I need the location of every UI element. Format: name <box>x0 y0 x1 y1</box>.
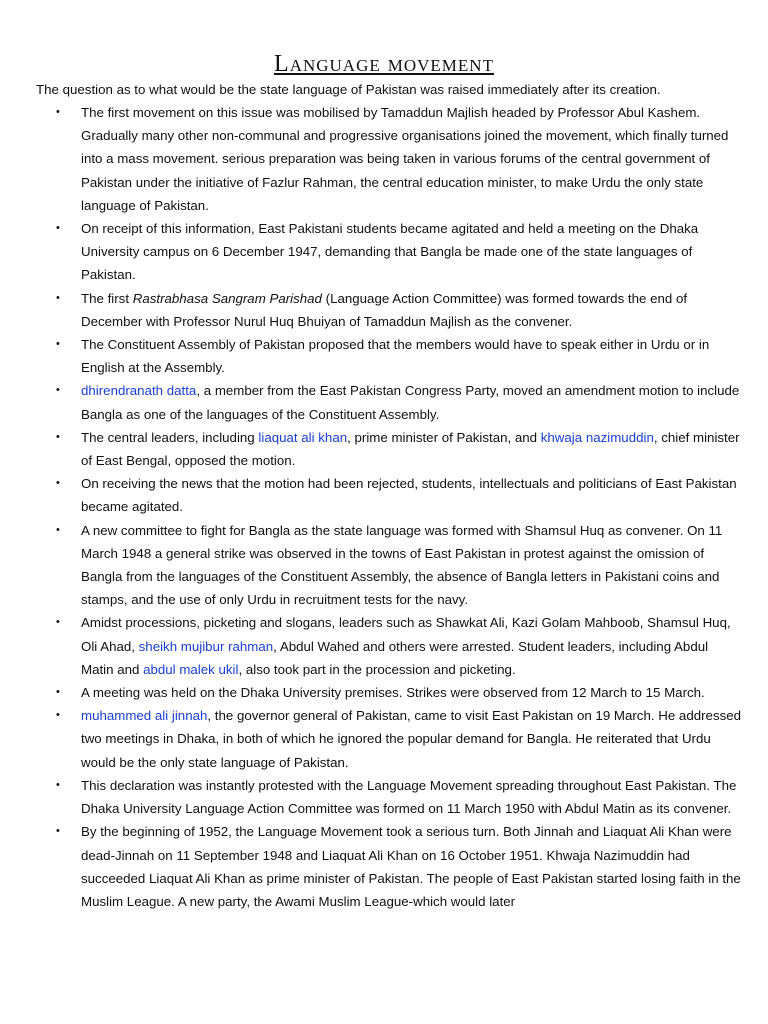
bullet-item <box>0 287 768 333</box>
bullet-icon: • <box>56 222 60 235</box>
bullet-text: , also took part in the procession and picketing. <box>238 661 516 677</box>
person-link[interactable]: muhammed ali jinnah <box>81 708 208 724</box>
bullet-text: , Abdul Wahed and others were arrested. Student leaders, including Abdul Matin and <box>81 638 709 677</box>
bullet-icon: • <box>56 523 60 536</box>
bullet-item <box>0 379 768 425</box>
bullet-item <box>0 519 768 612</box>
person-link[interactable]: abdul malek ukil <box>143 661 239 677</box>
bullet-item <box>0 101 768 217</box>
bullet-text: The central leaders, including <box>81 429 259 445</box>
bullet-item <box>0 704 768 774</box>
bullet-item <box>0 820 768 913</box>
bullet-text: (Language Action Committee) was formed towards the end of December with Professor Nurul Huq Bhuiyan of Tamaddun Majlish as the convener. <box>81 290 688 329</box>
bullet-icon: • <box>56 686 60 699</box>
bullet-text: , the governor general of Pakistan, came to visit East Pakistan on 19 March. He addressed two meetings in Dhaka, in both of which he ignored the popular demand for Bangla. He reiterated that Urdu would be the only state language of Pakistan. <box>81 708 742 770</box>
bullet-list <box>0 101 768 913</box>
bullet-text: This declaration was instantly protested with the Language Movement spreading throughout East Pakistan. The Dhaka University Language Action Committee was formed on 11 March 1950 with Abdul Matin as its convener. <box>81 777 737 817</box>
bullet-item <box>0 426 768 472</box>
person-link[interactable]: liaquat ali khan <box>258 429 348 445</box>
bullet-item <box>0 333 768 379</box>
bullet-icon: • <box>56 477 60 490</box>
person-link[interactable]: dhirendranath datta <box>81 383 197 399</box>
italic-text: Rastrabhasa Sangram Parishad <box>132 290 322 306</box>
bullet-text: , chief minister of East Bengal, opposed the motion. <box>81 429 740 469</box>
bullet-icon: • <box>56 430 60 443</box>
bullet-text: , a member from the East Pakistan Congress Party, moved an amendment motion to include Bangla as one of the languages of the Constituent Assembly. <box>81 383 740 422</box>
bullet-text: A new committee to fight for Bangla as the state language was formed with Shamsul Huq as convener. On 11 March 1948 a general strike was observed in the towns of East Pakistan in protest against the omission of Bangla from the languages of the Constituent Assembly, the absence of Bangla letters in Pakistani coins and stamps, and the use of only Urdu in recruitment tests for the navy. <box>81 522 723 608</box>
bullet-text: , prime minister of Pakistan, and <box>347 429 541 445</box>
bullet-text: The Constituent Assembly of Pakistan proposed that the members would have to speak either in Urdu or in English at the Assembly. <box>81 337 710 376</box>
bullet-item <box>0 472 768 518</box>
bullet-icon: • <box>56 291 60 304</box>
bullet-item <box>0 774 768 820</box>
bullet-icon: • <box>56 106 60 118</box>
person-link[interactable]: sheikh mujibur rahman <box>138 638 274 654</box>
bullet-text: By the beginning of 1952, the Language Movement took a serious turn. Both Jinnah and Liaquat Ali Khan were dead-Jinnah on 11 September 1948 and Liaquat Ali Khan on 16 October 1951. Khwaja Nazimuddin had succeeded Liaquat Ali Khan as prime minister of Pakistan. The people of East Pakistan started losing faith in the Muslim League. A new party, the Awami Muslim League-which would later <box>81 824 741 909</box>
bullet-icon: • <box>56 616 60 629</box>
bullet-icon: • <box>56 384 60 397</box>
bullet-icon: • <box>56 825 60 838</box>
bullet-item <box>0 611 768 681</box>
person-link[interactable]: khwaja nazimuddin <box>540 429 654 445</box>
bullet-item <box>0 681 768 704</box>
page-title: Language movement <box>274 51 494 77</box>
bullet-item <box>0 217 768 287</box>
bullet-text: On receiving the news that the motion had been rejected, students, intellectuals and politicians of East Pakistan became agitated. <box>81 476 737 515</box>
bullet-text: A meeting was held on the Dhaka University premises. Strikes were observed from 12 March to 15 March. <box>81 685 705 701</box>
bullet-text: On receipt of this information, East Pakistani students became agitated and held a meeting on the Dhaka University campus on 6 December 1947, demanding that Bangla be made one of the state languages of Pakistan. <box>81 221 699 283</box>
intro-paragraph: The question as to what would be the state language of Pakistan was raised immediately after its creation. <box>36 82 661 97</box>
bullet-text: The first <box>81 290 133 306</box>
bullet-icon: • <box>56 778 60 791</box>
bullet-icon: • <box>56 338 60 351</box>
bullet-text: Amidst processions, picketing and slogans, leaders such as Shawkat Ali, Kazi Golam Mahboob, Shamsul Huq, Oli Ahad, <box>81 615 731 654</box>
bullet-icon: • <box>56 709 60 722</box>
bullet-text: The first movement on this issue was mobilised by Tamaddun Majlish headed by Professor Abul Kashem. Gradually many other non-communal and progressive organisations joined the movement, which finally turned into a mass movement. serious preparation was being taken in various forums of the central government of Pakistan under the initiative of Fazlur Rahman, the central education minister, to make Urdu the only state language of Pakistan. <box>81 105 729 213</box>
